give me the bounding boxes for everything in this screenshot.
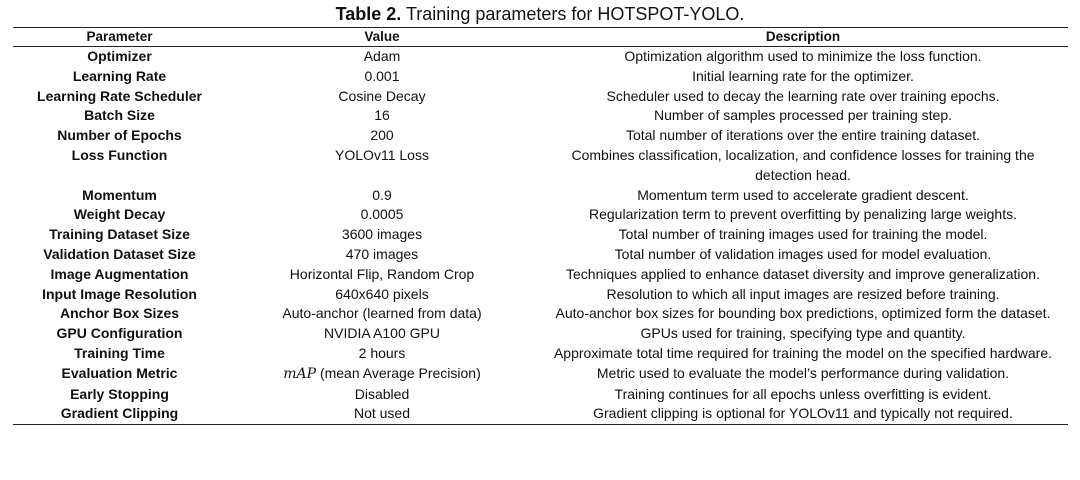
table-caption-text: Training parameters for HOTSPOT-YOLO. bbox=[405, 4, 745, 24]
cell-description: GPUs used for training, specifying type and quantity. bbox=[640, 325, 966, 342]
cell-value: Disabled bbox=[354, 385, 410, 402]
cell-description: Training continues for all epochs unless overfitting is evident. bbox=[614, 385, 992, 402]
cell-value: 470 images bbox=[345, 245, 419, 262]
table-row bbox=[13, 364, 1068, 385]
cell-description: Auto-anchor box sizes for bounding box predictions, optimized form the dataset. bbox=[555, 305, 1051, 322]
cell-description: Number of samples processed per training step. bbox=[653, 107, 953, 124]
cell-parameter: Momentum bbox=[82, 186, 157, 203]
cell-value: 3600 images bbox=[341, 226, 423, 243]
cell-value: 0.0005 bbox=[360, 206, 404, 223]
cell-parameter: Loss Function bbox=[71, 146, 168, 163]
cell-parameter: Validation Dataset Size bbox=[43, 245, 196, 262]
cell-description: Regularization term to prevent overfitting by penalizing large weights. bbox=[588, 206, 1017, 223]
cell-description: Approximate total time required for training the model on the specified hardware. bbox=[553, 344, 1053, 361]
cell-description: Metric used to evaluate the model’s performance during validation. bbox=[596, 364, 1010, 381]
table-header-row bbox=[13, 28, 1068, 47]
cell-description: Resolution to which all input images are resized before training. bbox=[606, 285, 1000, 302]
cell-value: 200 bbox=[370, 127, 394, 144]
table-row bbox=[13, 245, 1068, 265]
table-row bbox=[13, 265, 1068, 285]
cell-value: Not used bbox=[353, 405, 411, 422]
cell-parameter: Image Augmentation bbox=[50, 265, 189, 282]
cell-description: Gradient clipping is optional for YOLOv11 and typically not required. bbox=[593, 405, 1013, 422]
cell-parameter: Batch Size bbox=[84, 107, 155, 124]
cell-value-text: (mean Average Precision) bbox=[319, 364, 481, 381]
cell-parameter: Gradient Clipping bbox=[60, 405, 179, 422]
cell-value: 0.9 bbox=[372, 186, 392, 203]
cell-description: Combines classification, localization, and confidence losses for training the detection head. bbox=[571, 146, 1035, 183]
cell-parameter: GPU Configuration bbox=[56, 325, 183, 342]
cell-parameter: Learning Rate bbox=[72, 67, 167, 84]
cell-description: Total number of training images used for training the model. bbox=[618, 226, 988, 243]
cell-parameter: Early Stopping bbox=[70, 385, 169, 402]
cell-parameter: Learning Rate Scheduler bbox=[37, 87, 202, 104]
cell-parameter: Number of Epochs bbox=[57, 127, 182, 144]
cell-parameter: Training Dataset Size bbox=[49, 226, 190, 243]
table-row bbox=[13, 126, 1068, 146]
cell-value: 640x640 pixels bbox=[335, 285, 429, 302]
training-parameters-table bbox=[13, 27, 1068, 425]
cell-description: Momentum term used to accelerate gradient descent. bbox=[637, 186, 969, 203]
cell-value: Cosine Decay bbox=[338, 87, 426, 104]
cell-parameter: Anchor Box Sizes bbox=[59, 305, 180, 322]
cell-parameter: Evaluation Metric bbox=[61, 364, 178, 381]
cell-value: Horizontal Flip, Random Crop bbox=[289, 265, 475, 282]
cell-description: Scheduler used to decay the learning rate over training epochs. bbox=[606, 87, 1000, 104]
cell-description: Techniques applied to enhance dataset diversity and improve generalization. bbox=[566, 265, 1040, 282]
cell-parameter: Input Image Resolution bbox=[42, 285, 197, 302]
table-row bbox=[13, 146, 1068, 186]
header-description: Description bbox=[765, 29, 841, 44]
cell-value: 0.001 bbox=[364, 67, 400, 84]
cell-value: 16 bbox=[374, 107, 390, 124]
table-row bbox=[13, 225, 1068, 245]
cell-description: Total number of iterations over the entire training dataset. bbox=[625, 127, 981, 144]
cell-value bbox=[226, 364, 538, 385]
cell-description: Total number of validation images used for model evaluation. bbox=[614, 245, 992, 262]
header-parameter: Parameter bbox=[86, 29, 153, 44]
cell-value: Auto-anchor (learned from data) bbox=[282, 305, 482, 322]
cell-parameter: Weight Decay bbox=[73, 206, 166, 223]
cell-parameter: Training Time bbox=[74, 344, 165, 361]
table-row bbox=[13, 385, 1068, 405]
table-caption bbox=[0, 3, 1080, 25]
table-row bbox=[13, 285, 1068, 305]
table-row bbox=[13, 404, 1068, 424]
table-caption-label: Table 2. bbox=[335, 4, 402, 24]
table-row bbox=[13, 324, 1068, 344]
table-row bbox=[13, 344, 1068, 364]
math-symbol-map: mAP bbox=[283, 365, 317, 382]
table-row bbox=[13, 47, 1068, 67]
cell-value: NVIDIA A100 GPU bbox=[324, 325, 440, 342]
cell-value: 2 hours bbox=[358, 344, 406, 361]
cell-parameter: Optimizer bbox=[87, 48, 152, 64]
table-row bbox=[13, 186, 1068, 206]
table-container bbox=[13, 27, 1068, 425]
header-value: Value bbox=[364, 29, 400, 44]
cell-value: YOLOv11 Loss bbox=[335, 146, 429, 163]
cell-value: Adam bbox=[363, 48, 401, 64]
table-row bbox=[13, 304, 1068, 324]
table-row bbox=[13, 106, 1068, 126]
table-row bbox=[13, 87, 1068, 107]
cell-description: Initial learning rate for the optimizer. bbox=[692, 67, 914, 84]
table-row bbox=[13, 67, 1068, 87]
table-row bbox=[13, 205, 1068, 225]
cell-description: Optimization algorithm used to minimize the loss function. bbox=[624, 48, 982, 64]
